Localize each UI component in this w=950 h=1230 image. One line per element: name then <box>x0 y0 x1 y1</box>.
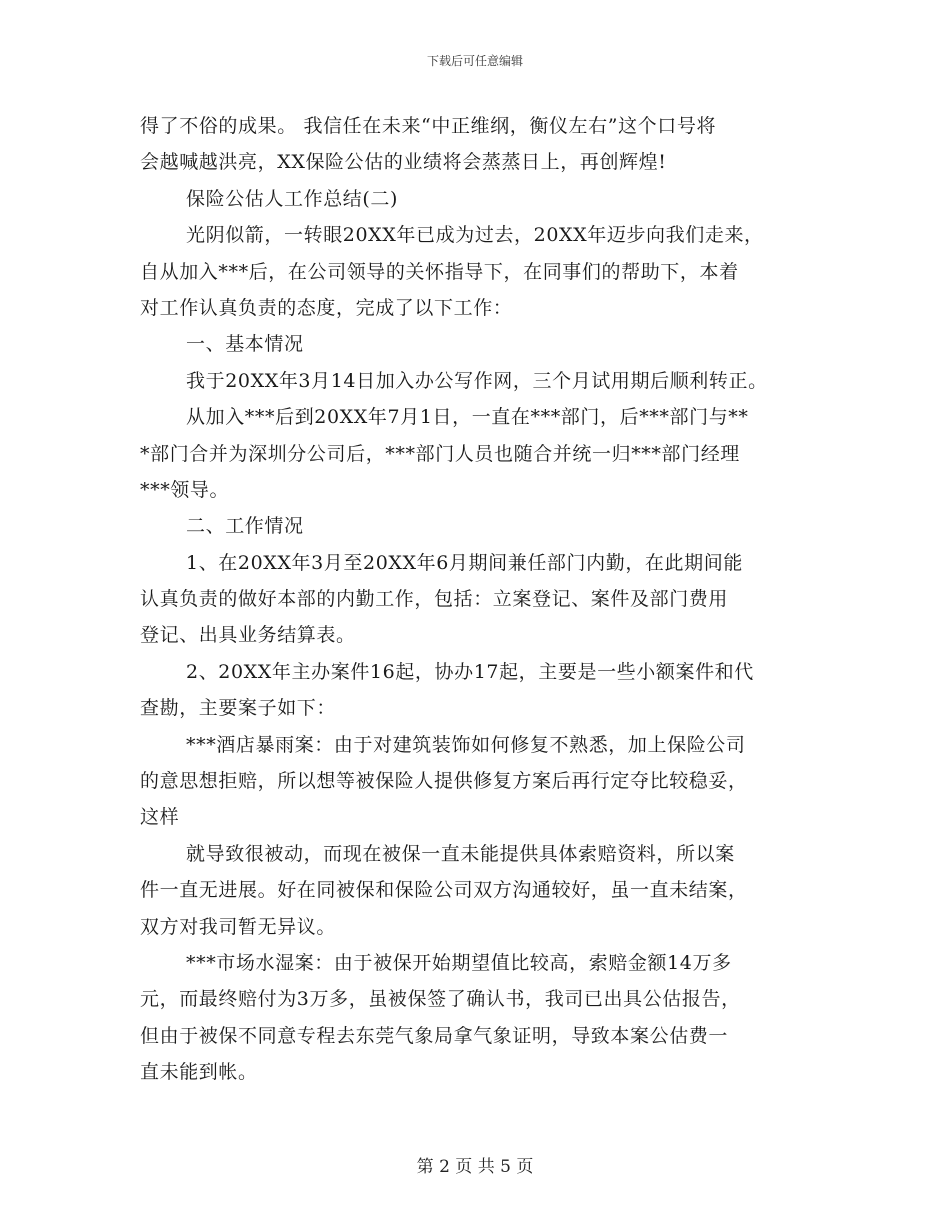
text-line: 光阴似箭，一转眼20XX年已成为过去，20XX年迈步向我们走来， <box>186 224 764 247</box>
text-line: *部门合并为深圳分公司后，***部门人员也随合并统一归***部门经理 <box>140 442 740 465</box>
text-line: 件一直无进展。好在同被保和保险公司双方沟通较好，虽一直未结案， <box>140 879 748 902</box>
text-line: 这样 <box>140 806 180 829</box>
text-line: ***领导。 <box>140 478 230 501</box>
text-line: ***市场水湿案：由于被保开始期望值比较高，索赔金额14万多 <box>186 951 732 974</box>
page-footer: 第 2 页 共 5 页 <box>416 1157 534 1177</box>
text-line: 双方对我司暂无异议。 <box>140 915 337 938</box>
text-line: 一、基本情况 <box>186 333 304 356</box>
page-header: 下载后可任意编辑 <box>426 54 523 68</box>
text-line: 但由于被保不同意专程去东莞气象局拿气象证明，导致本案公估费一 <box>140 1024 729 1047</box>
text-line: 我于20XX年3月14日加入办公写作网，三个月试用期后顺利转正。 <box>186 369 768 392</box>
document-body <box>140 108 820 1091</box>
text-line: 1、在20XX年3月至20XX年6月期间兼任部门内勤，在此期间能 <box>186 551 743 574</box>
text-line: 得了不俗的成果。 我信任在未来“中正维纲，衡仪左右”这个口号将 <box>140 115 717 137</box>
text-line: 认真负责的做好本部的内勤工作，包括：立案登记、案件及部门费用 <box>140 588 729 611</box>
text-line: 登记、出具业务结算表。 <box>140 624 356 647</box>
text-line: ***酒店暴雨案：由于对建筑装饰如何修复不熟悉，加上保险公司 <box>186 733 746 756</box>
text-line: 会越喊越洪亮，XX保险公估的业绩将会蒸蒸日上，再创辉煌! <box>140 151 667 174</box>
text-line: 直未能到帐。 <box>140 1061 258 1084</box>
text-line: 对工作认真负责的态度，完成了以下工作： <box>140 296 513 319</box>
text-line: 元，而最终赔付为3万多，虽被保签了确认书，我司已出具公估报告， <box>140 988 741 1011</box>
text-line: 2、20XX年主办案件16起，协办17起，主要是一些小额案件和代 <box>186 660 754 683</box>
text-line: 二、工作情况 <box>186 515 304 538</box>
text-line: 的意思想拒赔，所以想等被保险人提供修复方案后再行定夺比较稳妥， <box>140 770 748 793</box>
text-line: 从加入***后到20XX年7月1日，一直在***部门，后***部门与** <box>186 406 749 429</box>
text-line: 就导致很被动，而现在被保一直未能提供具体索赔资料，所以案 <box>186 842 735 865</box>
text-line: 查勘，主要案子如下： <box>140 697 337 720</box>
text-line: 保险公估人工作总结(二) <box>186 187 399 210</box>
text-line: 自从加入***后，在公司领导的关怀指导下，在同事们的帮助下，本着 <box>140 260 739 283</box>
